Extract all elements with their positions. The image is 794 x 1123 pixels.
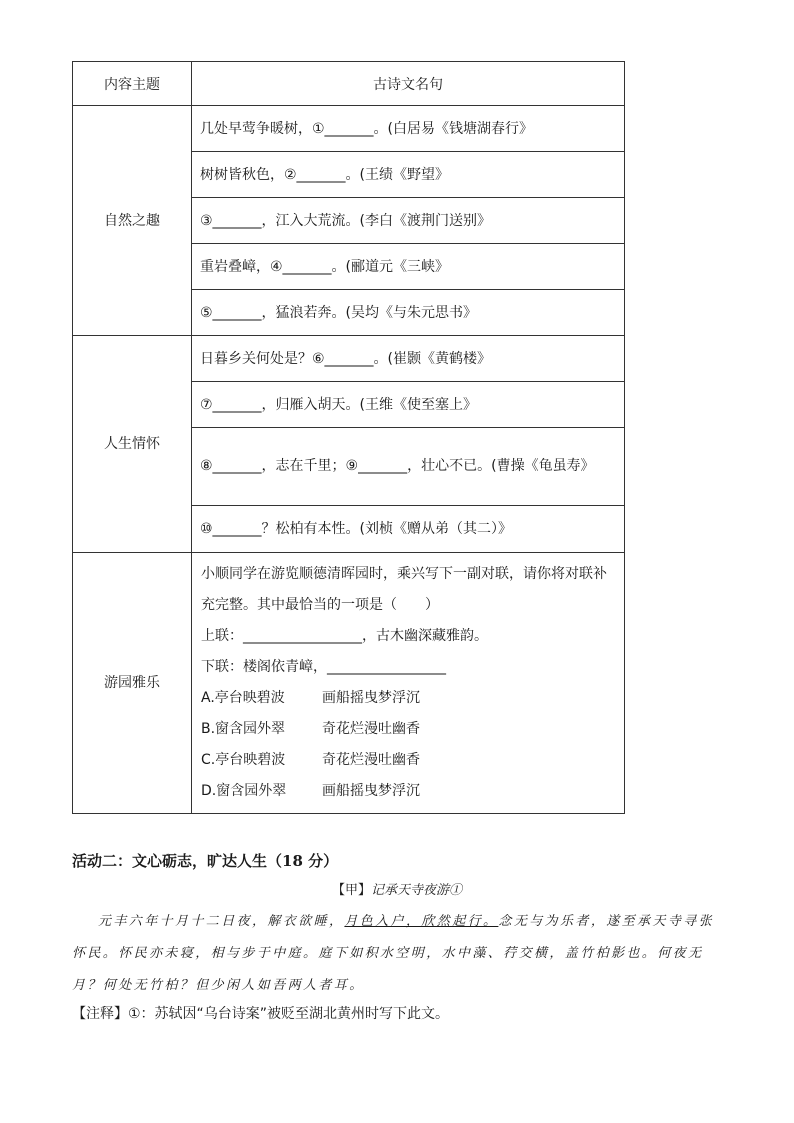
classical-passage: 元丰六年十月十二日夜，解衣欲睡，月色入户，欣然起行。念无与为乐者，遂至承天寺寻张怀民。怀民亦未寝，相与步于中庭。庭下如积水空明，水中藻、荇交横，盖竹柏影也。何夜无月？何处无竹柏？但少闲人如吾两人者耳。 [72, 914, 715, 993]
poem-line-6: 日暮乡关何处是？⑥_______。(崔颢《黄鹤楼》 [192, 336, 625, 382]
header-lines: 古诗文名句 [192, 62, 625, 106]
header-topic: 内容主题 [73, 62, 192, 106]
underlined-sentence: 月色入户，欣然起行。 [344, 914, 499, 929]
poem-line-8: ⑧_______，志在千里；⑨_______，壮心不已。(曹操《龟虽寿》 [192, 428, 625, 506]
option-d[interactable]: D.窗含园外翠 画船摇曳梦浮沉 [201, 783, 420, 799]
poem-line-5: ⑤_______，猛浪若奔。(吴均《与朱元思书》 [192, 290, 625, 336]
activity-title: 活动二：文心砺志，旷达人生（18 分） [72, 852, 339, 870]
option-a[interactable]: A.亭台映碧波 画船摇曳梦浮沉 [201, 690, 420, 706]
question-text-line1: 小顺同学在游览顺德清晖园时，乘兴写下一副对联，请你将对联补 [201, 566, 607, 582]
topic-garden: 游园雅乐 [73, 553, 192, 814]
couplet-question-cell [192, 553, 625, 814]
question-text-line2: 充完整。其中最恰当的一项是（ ） [201, 597, 439, 613]
passage-label: 【甲】 [331, 883, 371, 898]
option-b[interactable]: B.窗含园外翠 奇花烂漫吐幽香 [201, 721, 420, 737]
poem-line-1: 几处早莺争暖树，①_______。(白居易《钱塘湖春行》 [192, 106, 625, 152]
poem-line-9: ⑩_______？松柏有本性。(刘桢《赠从弟（其二）》 [192, 506, 625, 553]
poem-line-7: ⑦_______，归雁入胡天。(王维《使至塞上》 [192, 382, 625, 428]
poem-line-4: 重岩叠嶂，④_______。(郦道元《三峡》 [192, 244, 625, 290]
topic-life: 人生情怀 [73, 336, 192, 553]
poem-line-3: ③_______，江入大荒流。(李白《渡荆门送别》 [192, 198, 625, 244]
option-c[interactable]: C.亭台映碧波 奇花烂漫吐幽香 [201, 752, 420, 768]
topic-nature: 自然之趣 [73, 106, 192, 336]
lower-couplet: 下联：楼阁依青嶂，_________________ [201, 659, 446, 675]
poem-line-2: 树树皆秋色，②_______。(王绩《野望》 [192, 152, 625, 198]
upper-couplet: 上联：_________________，古木幽深藏雅韵。 [201, 628, 488, 644]
passage-name: 记承天寺夜游① [371, 883, 463, 898]
passage-heading [0, 879, 794, 898]
footnote: 【注释】①：苏轼因“乌台诗案”被贬至湖北黄州时写下此文。 [72, 1006, 450, 1022]
poetry-table [72, 61, 625, 814]
